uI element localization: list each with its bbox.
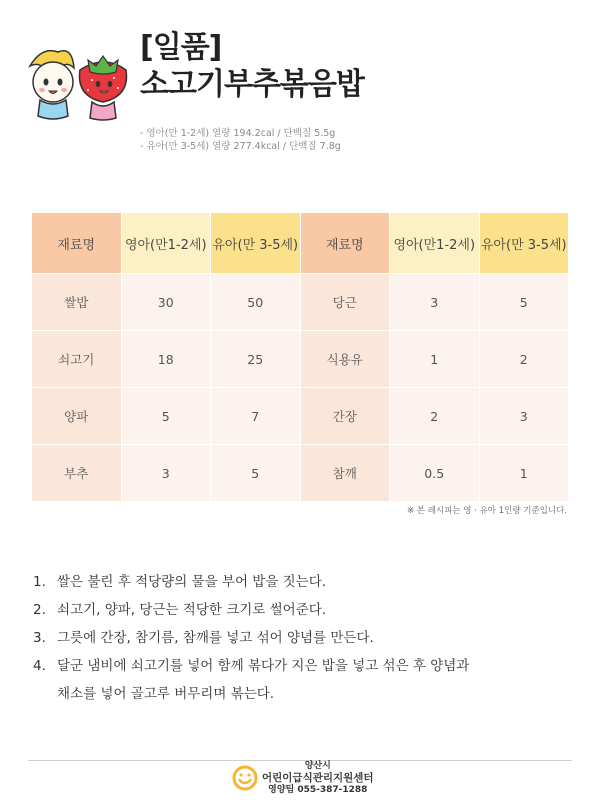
step-number: 1. bbox=[33, 574, 46, 590]
strawberry-mascot-icon bbox=[79, 56, 126, 120]
footer-center: 어린이급식관리지원센터 bbox=[262, 772, 374, 784]
amount-cell: 1 bbox=[479, 445, 569, 502]
amount-cell: 25 bbox=[211, 331, 301, 388]
column-header: 영아(만1-2세) bbox=[121, 213, 211, 274]
amount-cell: 2 bbox=[479, 331, 569, 388]
list-item bbox=[33, 596, 573, 624]
page-title: 소고기부추볶음밥 bbox=[140, 67, 364, 102]
ingredient-name: 쌀밥 bbox=[32, 274, 122, 331]
table-row bbox=[32, 331, 569, 388]
ingredient-name: 양파 bbox=[32, 388, 122, 445]
ingredient-table bbox=[31, 212, 569, 502]
ingredient-name: 간장 bbox=[300, 388, 390, 445]
table-header-row bbox=[32, 213, 569, 274]
amount-cell: 5 bbox=[121, 388, 211, 445]
title-block bbox=[140, 30, 364, 104]
footer-city: 양산시 bbox=[304, 761, 331, 771]
table-row bbox=[32, 274, 569, 331]
table-note: ※ 본 레시피는 영 · 유아 1인량 기준입니다. bbox=[406, 506, 567, 516]
ingredient-name: 식용유 bbox=[300, 331, 390, 388]
step-number: 2. bbox=[33, 602, 46, 618]
column-header: 재료명 bbox=[32, 213, 122, 274]
amount-cell: 3 bbox=[390, 274, 480, 331]
step-text: 그릇에 간장, 참기름, 참깨를 넣고 섞어 양념를 만든다. bbox=[57, 630, 374, 646]
step-text-continued: 채소를 넣어 골고루 버무리며 볶는다. bbox=[57, 686, 275, 702]
amount-cell: 5 bbox=[211, 445, 301, 502]
footer bbox=[232, 760, 374, 796]
footer-phone: 영양팀 055-387-1288 bbox=[268, 785, 368, 795]
amount-cell: 5 bbox=[479, 274, 569, 331]
mascot-illustration bbox=[22, 44, 132, 124]
amount-cell: 3 bbox=[121, 445, 211, 502]
nutrition-toddler: - 유아(만 3-5세) 열량 277.4kcal / 단백질 7.8g bbox=[140, 141, 341, 152]
amount-cell: 3 bbox=[479, 388, 569, 445]
ingredient-name: 참깨 bbox=[300, 445, 390, 502]
list-item bbox=[33, 568, 573, 596]
nutrition-info bbox=[140, 127, 341, 153]
amount-cell: 0.5 bbox=[390, 445, 480, 502]
list-item bbox=[33, 624, 573, 652]
amount-cell: 1 bbox=[390, 331, 480, 388]
column-header: 유아(만 3-5세) bbox=[479, 213, 569, 274]
ingredient-name: 당근 bbox=[300, 274, 390, 331]
step-text: 달군 냄비에 쇠고기를 넣어 함께 볶다가 지은 밥을 넣고 섞은 후 양념과 bbox=[57, 658, 470, 674]
footer-text bbox=[262, 760, 374, 796]
title-category: [일품] bbox=[140, 30, 222, 65]
step-number: 4. bbox=[33, 658, 46, 674]
table-row bbox=[32, 388, 569, 445]
column-header: 재료명 bbox=[300, 213, 390, 274]
table-row bbox=[32, 445, 569, 502]
amount-cell: 18 bbox=[121, 331, 211, 388]
amount-cell: 50 bbox=[211, 274, 301, 331]
list-item bbox=[33, 652, 573, 680]
column-header: 유아(만 3-5세) bbox=[211, 213, 301, 274]
step-text: 쇠고기, 양파, 당근는 적당한 크기로 썰어준다. bbox=[57, 602, 327, 618]
amount-cell: 7 bbox=[211, 388, 301, 445]
step-number: 3. bbox=[33, 630, 46, 646]
smiley-logo-icon bbox=[232, 765, 258, 791]
ingredient-name: 부추 bbox=[32, 445, 122, 502]
step-text: 쌀은 불린 후 적당량의 물을 부어 밥을 짓는다. bbox=[57, 574, 327, 590]
column-header: 영아(만1-2세) bbox=[390, 213, 480, 274]
amount-cell: 2 bbox=[390, 388, 480, 445]
amount-cell: 30 bbox=[121, 274, 211, 331]
nutrition-infant: - 영아(만 1-2세) 열량 194.2cal / 단백질 5.5g bbox=[140, 128, 336, 139]
rice-mascot-icon bbox=[30, 51, 74, 119]
ingredient-name: 쇠고기 bbox=[32, 331, 122, 388]
recipe-steps bbox=[33, 568, 573, 708]
